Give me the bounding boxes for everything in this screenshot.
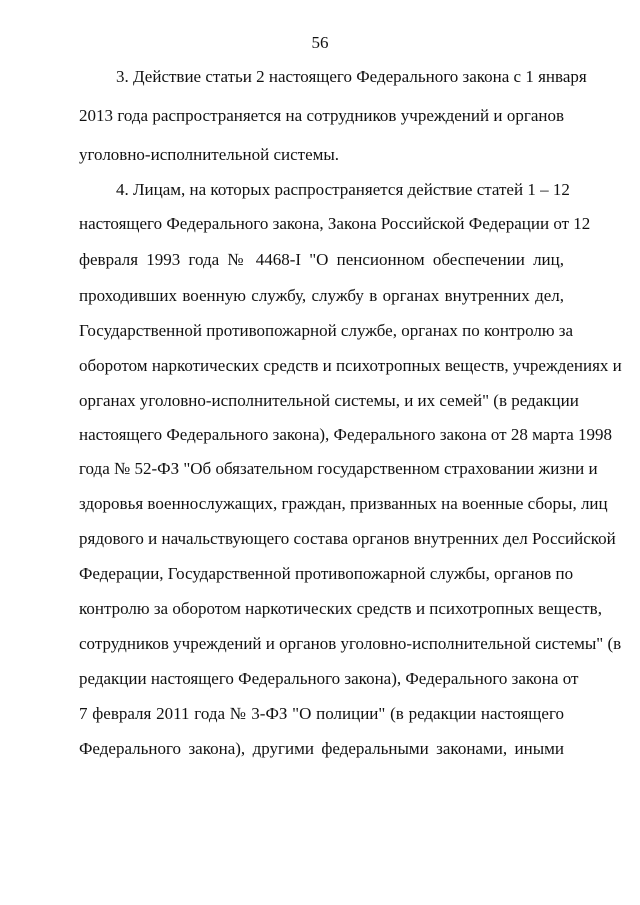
paragraph-line: 4. Лицам, на которых распространяется действие статей 1 – 12	[116, 180, 570, 199]
paragraph-line: сотрудников учреждений и органов уголовно-исполнительной системы" (в	[79, 634, 622, 653]
paragraph-line: рядового и начальствующего состава органов внутренних дел Российской	[79, 529, 616, 548]
paragraph-line: Федерации, Государственной противопожарной службы, органов по	[79, 564, 574, 583]
paragraph-line: года № 52-ФЗ "Об обязательном государственном страховании жизни и	[79, 459, 598, 478]
paragraph-line: 7 февраля 2011 года № 3-ФЗ "О полиции" (в редакции настоящего	[79, 704, 564, 723]
paragraph-line: уголовно-исполнительной системы.	[79, 145, 340, 164]
paragraph-line: оборотом наркотических средств и психотропных веществ, учреждениях и	[79, 356, 622, 375]
paragraph-line: органах уголовно-исполнительной системы, и их семей" (в редакции	[79, 391, 579, 410]
paragraph-line: здоровья военнослужащих, граждан, призванных на военные сборы, лиц	[79, 494, 608, 513]
paragraph-line: 3. Действие статьи 2 настоящего Федерального закона с 1 января	[116, 67, 587, 86]
paragraph-line: 2013 года распространяется на сотрудников учреждений и органов	[79, 106, 564, 125]
paragraph-line: февраля 1993 года № 4468-I "О пенсионном обеспечении лиц,	[79, 250, 564, 269]
page-number: 56	[311, 33, 329, 52]
paragraph-line: настоящего Федерального закона), Федерального закона от 28 марта 1998	[79, 425, 612, 444]
paragraph-line: Федерального закона), другими федеральными законами, иными	[79, 739, 564, 758]
paragraph-line: Государственной противопожарной службе, органах по контролю за	[79, 321, 574, 340]
paragraph-line: настоящего Федерального закона, Закона Российской Федерации от 12	[79, 214, 591, 233]
paragraph-line: редакции настоящего Федерального закона), Федерального закона от	[79, 669, 579, 688]
paragraph-line: проходивших военную службу, службу в органах внутренних дел,	[79, 286, 564, 305]
paragraph-line: контролю за оборотом наркотических средств и психотропных веществ,	[79, 599, 602, 618]
